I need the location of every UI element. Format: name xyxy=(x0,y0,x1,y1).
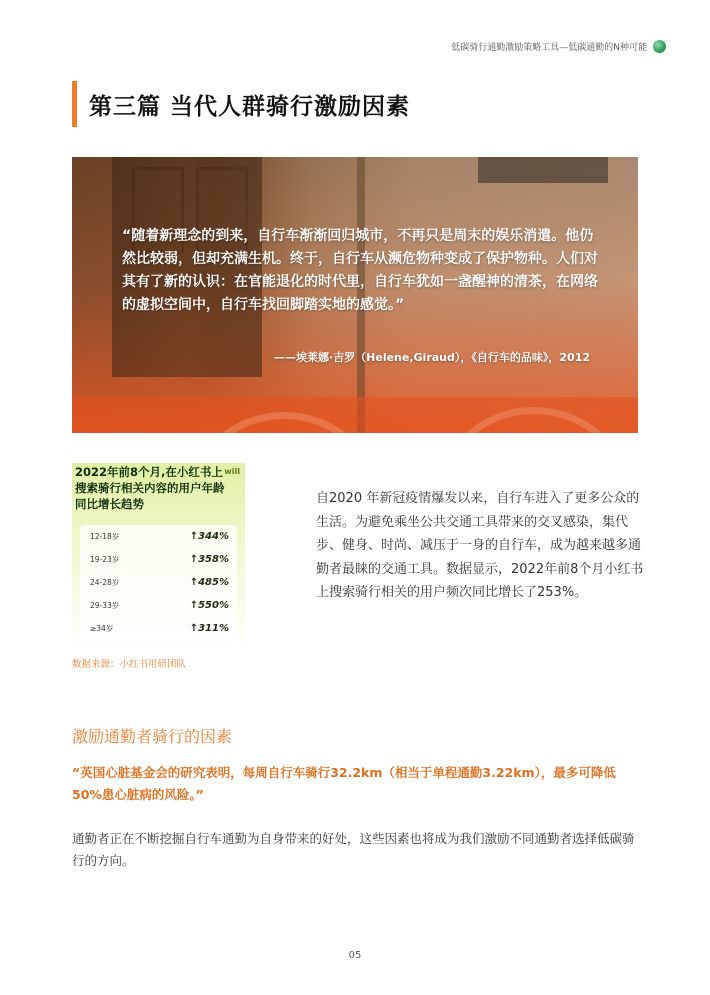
ground-overlay xyxy=(72,397,638,433)
infographic-card xyxy=(72,463,245,650)
growth-value: ↑344% xyxy=(189,531,229,542)
factors-paragraph: 通勤者正在不断挖掘自行车通勤为自身带来的好处，这些因素也将成为我们激励不同通勤者选择低碳骑行的方向。 xyxy=(72,831,635,868)
growth-value: ↑311% xyxy=(189,623,229,634)
factors-highlight-quote: “英国心脏基金会的研究表明，每周自行车骑行32.2km（相当于单程通勤3.22km），最多可降低50%患心脏病的风险。” xyxy=(72,765,616,802)
table-row xyxy=(80,571,237,594)
page-title: 第三篇 当代人群骑行激励因素 xyxy=(89,93,411,120)
growth-value: ↑485% xyxy=(189,577,229,588)
table-row xyxy=(80,617,237,640)
hero-image xyxy=(72,157,638,433)
globe-icon xyxy=(653,40,666,53)
age-label: 29-33岁 xyxy=(90,601,120,610)
infographic-table xyxy=(80,525,237,643)
hero-quote-source: ——埃莱娜·吉罗（Helene,Giraud），《自行车的品味》，2012 xyxy=(273,351,590,364)
title-accent-bar xyxy=(72,81,77,127)
age-label: 24-28岁 xyxy=(90,578,120,587)
window-shape xyxy=(478,157,608,183)
infographic-tag: will xyxy=(224,467,240,476)
section-heading xyxy=(72,80,410,128)
growth-value: ↑550% xyxy=(189,600,229,611)
age-label: 19-23岁 xyxy=(90,555,120,564)
age-label: 12-18岁 xyxy=(90,532,120,541)
age-label: ≥34岁 xyxy=(90,624,114,633)
body-paragraph: 自2020 年新冠疫情爆发以来，自行车进入了更多公众的生活。为避免乘坐公共交通工具带来的交叉感染，集代步、健身、时尚、减压于一身的自行车，成为越来越多通勤者最睐的交通工具。数据显示，2022年前8个月小红书上搜索骑行相关的用户频次同比增长了253%。 xyxy=(316,491,644,600)
factors-title: 激励通勤者骑行的因素 xyxy=(72,727,233,746)
page-number: 05 xyxy=(348,950,362,961)
infographic-source: 数据来源：小红书用研团队 xyxy=(72,659,187,670)
infographic-title: 2022年前8个月,在小红书上搜索骑行相关内容的用户年龄同比增长趋势 xyxy=(75,465,225,511)
table-row xyxy=(80,594,237,617)
running-header xyxy=(451,40,666,53)
table-row xyxy=(80,548,237,571)
growth-value: ↑358% xyxy=(189,554,229,565)
table-row xyxy=(80,525,237,548)
running-title: 低碳骑行通勤激励策略工具—低碳通勤的N种可能 xyxy=(451,43,647,53)
hero-quote: “随着新理念的到来，自行车渐渐回归城市，不再只是周末的娱乐消遣。他仍然比较弱，但却充满生机。终于，自行车从濒危物种变成了保护物种。人们对其有了新的认识：在官能退化的时代里，自行车犹如一盏醒神的清茶，在网络的虚拟空间中，自行车找回脚踏实地的感觉。” xyxy=(122,228,598,313)
